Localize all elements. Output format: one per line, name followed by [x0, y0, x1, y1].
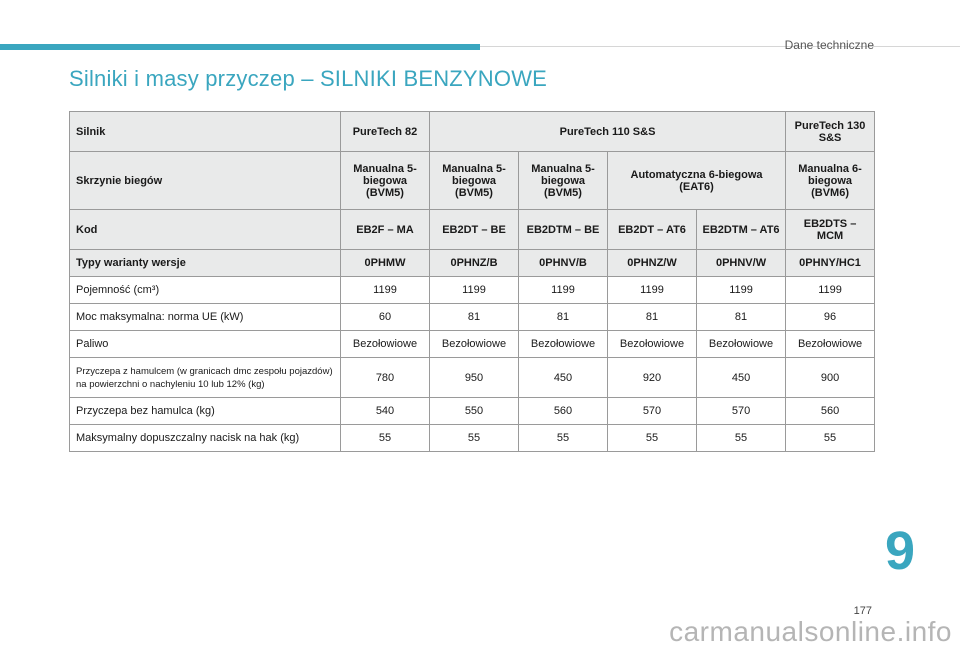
- cell-value: 55: [786, 425, 875, 452]
- cell-value: 1199: [697, 277, 786, 304]
- cell-gearbox: Manualna 6-biegowa (BVM6): [786, 152, 875, 210]
- cell-gearbox: Manualna 5-biegowa (BVM5): [519, 152, 608, 210]
- cell-value: Bezołowiowe: [697, 331, 786, 358]
- cell-value: Bezołowiowe: [430, 331, 519, 358]
- table-row-nacisk: [70, 425, 875, 452]
- row-label: Kod: [70, 210, 341, 250]
- cell-value: 1199: [519, 277, 608, 304]
- cell-value: Bezołowiowe: [341, 331, 430, 358]
- table-row-bez-hamulca: [70, 398, 875, 425]
- cell-value: 96: [786, 304, 875, 331]
- table-row-z-hamulcem: [70, 358, 875, 398]
- row-label: Moc maksymalna: norma UE (kW): [70, 304, 341, 331]
- cell-code: EB2F – MA: [341, 210, 430, 250]
- cell-value: Bezołowiowe: [519, 331, 608, 358]
- cell-value: 55: [341, 425, 430, 452]
- cell-value: 570: [608, 398, 697, 425]
- table-row-skrzynie: [70, 152, 875, 210]
- accent-bar: [0, 44, 480, 50]
- cell-type: 0PHMW: [341, 250, 430, 277]
- cell-value: 540: [341, 398, 430, 425]
- cell-value: 1199: [786, 277, 875, 304]
- cell-value: 55: [697, 425, 786, 452]
- cell-code: EB2DT – AT6: [608, 210, 697, 250]
- cell-value: 55: [608, 425, 697, 452]
- cell-gearbox: Manualna 5-biegowa (BVM5): [341, 152, 430, 210]
- cell-value: 1199: [430, 277, 519, 304]
- cell-value: 55: [430, 425, 519, 452]
- cell-code: EB2DT – BE: [430, 210, 519, 250]
- row-label: Maksymalny dopuszczalny nacisk na hak (kg): [70, 425, 341, 452]
- section-label: Dane techniczne: [784, 38, 874, 52]
- cell-value: 560: [786, 398, 875, 425]
- cell-value: 570: [697, 398, 786, 425]
- cell-value: 550: [430, 398, 519, 425]
- cell-value: 55: [519, 425, 608, 452]
- cell-type: 0PHNZ/B: [430, 250, 519, 277]
- cell-gearbox: Automatyczna 6-biegowa (EAT6): [608, 152, 786, 210]
- row-label: Skrzynie biegów: [70, 152, 341, 210]
- engine-specs-table: [69, 111, 875, 452]
- cell-type: 0PHNZ/W: [608, 250, 697, 277]
- row-label: Silnik: [70, 112, 341, 152]
- cell-engine: PureTech 110 S&S: [430, 112, 786, 152]
- cell-code: EB2DTM – BE: [519, 210, 608, 250]
- cell-value: 560: [519, 398, 608, 425]
- cell-code: EB2DTS – MCM: [786, 210, 875, 250]
- cell-value: 81: [697, 304, 786, 331]
- table-row-silnik: [70, 112, 875, 152]
- chapter-number: 9: [885, 521, 916, 581]
- row-label: Paliwo: [70, 331, 341, 358]
- cell-type: 0PHNV/B: [519, 250, 608, 277]
- cell-value: 450: [519, 358, 608, 398]
- cell-type: 0PHNY/HC1: [786, 250, 875, 277]
- table-row-typy: [70, 250, 875, 277]
- cell-value: Bezołowiowe: [608, 331, 697, 358]
- cell-value: 780: [341, 358, 430, 398]
- table-row-moc: [70, 304, 875, 331]
- cell-gearbox: Manualna 5-biegowa (BVM5): [430, 152, 519, 210]
- cell-value: 900: [786, 358, 875, 398]
- cell-value: 1199: [341, 277, 430, 304]
- page-title: Silniki i masy przyczep – SILNIKI BENZYNOWE: [69, 66, 548, 91]
- cell-value: 450: [697, 358, 786, 398]
- cell-value: 81: [608, 304, 697, 331]
- table-row-paliwo: [70, 331, 875, 358]
- cell-value: Bezołowiowe: [786, 331, 875, 358]
- watermark: carmanualsonline.info: [669, 616, 952, 647]
- cell-value: 60: [341, 304, 430, 331]
- cell-engine: PureTech 130 S&S: [786, 112, 875, 152]
- cell-code: EB2DTM – AT6: [697, 210, 786, 250]
- cell-type: 0PHNV/W: [697, 250, 786, 277]
- cell-value: 920: [608, 358, 697, 398]
- page-number: 177: [853, 605, 872, 617]
- cell-value: 1199: [608, 277, 697, 304]
- table-row-kod: [70, 210, 875, 250]
- cell-value: 81: [430, 304, 519, 331]
- cell-value: 81: [519, 304, 608, 331]
- row-label: Przyczepa z hamulcem (w granicach dmc zespołu pojazdów) na powierzchni o nachyleniu 10 lub 12% (kg): [70, 358, 341, 398]
- row-label: Pojemność (cm³): [70, 277, 341, 304]
- row-label: Typy warianty wersje: [70, 250, 341, 277]
- cell-engine: PureTech 82: [341, 112, 430, 152]
- row-label: Przyczepa bez hamulca (kg): [70, 398, 341, 425]
- header-rule: [480, 46, 960, 47]
- table-row-pojemnosc: [70, 277, 875, 304]
- cell-value: 950: [430, 358, 519, 398]
